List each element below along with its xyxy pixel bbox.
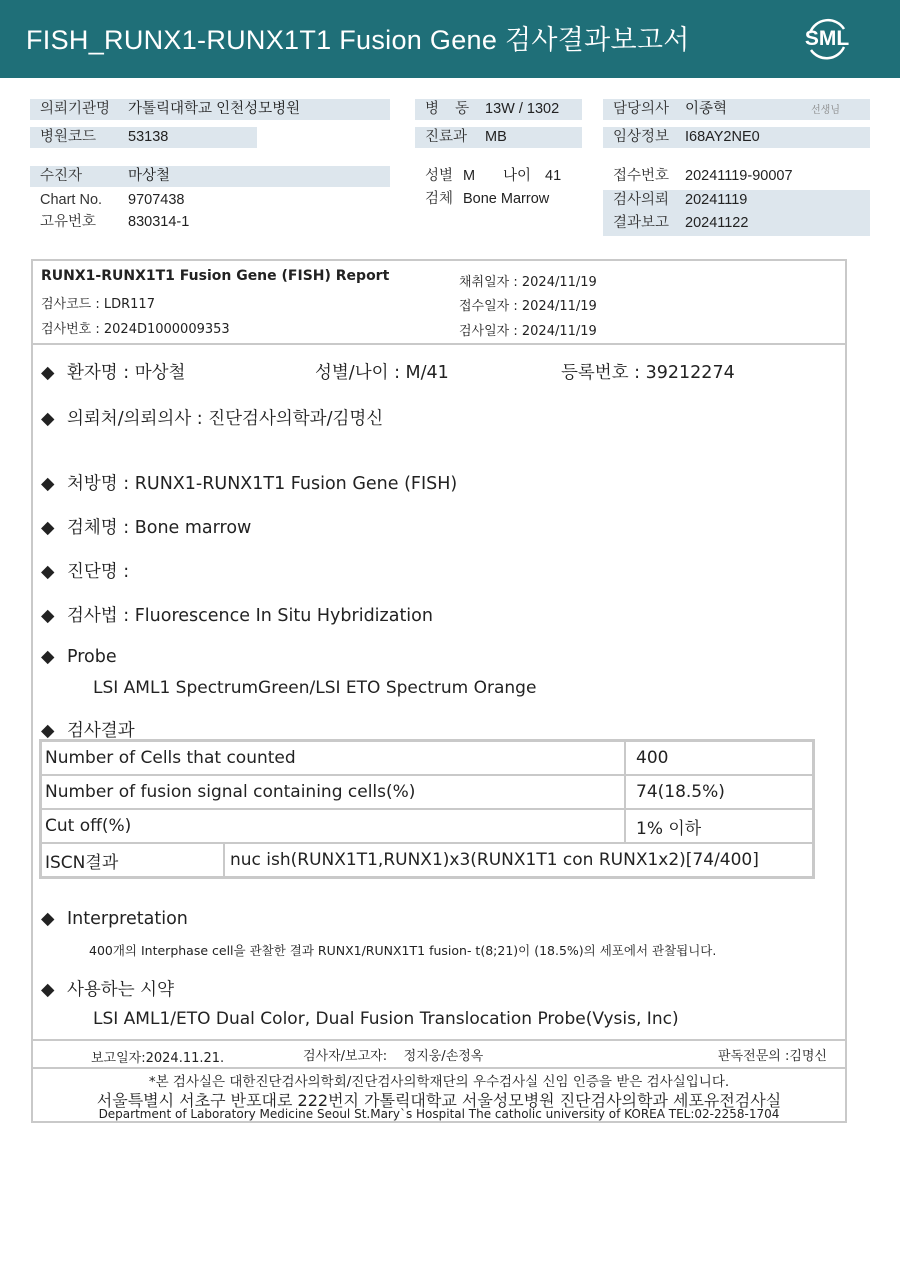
- report-body: [31, 259, 847, 1123]
- reagent-heading: [41, 976, 174, 1001]
- diamond-bullet-icon: ◆: [41, 721, 55, 741]
- order-line: [41, 470, 457, 495]
- department-label: 진료과: [425, 129, 468, 145]
- diamond-bullet-icon: ◆: [41, 518, 55, 538]
- patient-label: 수진자: [40, 168, 83, 184]
- lab-address: 서울특별시 서초구 반포대로 222번지 가톨릭대학교 서울성모병원 진단검사의학과 세포유전검사실: [96, 1091, 782, 1110]
- request-date-value: 20241119: [685, 192, 748, 208]
- clinical-field: [603, 127, 870, 148]
- ward-value: 13W / 1302: [485, 101, 560, 117]
- sex-age-field: [415, 166, 595, 187]
- requester-text: 의뢰처/의뢰의사 : 진단검사의학과/김명신: [67, 409, 384, 429]
- institution-value: 가톨릭대학교 인천성모병원: [128, 101, 301, 117]
- patient-value: 마상철: [128, 168, 171, 184]
- method-text: 검사법 : Fluorescence In Situ Hybridization: [67, 606, 433, 626]
- result-value: 400: [625, 741, 814, 776]
- diamond-bullet-icon: ◆: [41, 409, 55, 429]
- report-title: RUNX1-RUNX1T1 Fusion Gene (FISH) Report: [41, 268, 390, 284]
- interpretation-text: 400개의 Interphase cell을 관찰한 결과 RUNX1/RUNX1T1 fusion- t(8;21)이 (18.5%)의 세포에서 관찰됩니다.: [89, 943, 717, 958]
- table-row: [41, 741, 814, 776]
- unique-no-label: 고유번호: [40, 214, 97, 230]
- hospital-code-value: 53138: [128, 129, 169, 145]
- age-label: 나이: [503, 168, 532, 184]
- doctor-suffix: 선생님: [811, 105, 840, 116]
- reagent-text: LSI AML1/ETO Dual Color, Dual Fusion Translocation Probe(Vysis, Inc): [93, 1009, 679, 1029]
- test-number: 검사번호 : 2024D1000009353: [41, 322, 230, 337]
- hospital-code-label: 병원코드: [40, 129, 97, 145]
- specimen-text: 검체명 : Bone marrow: [67, 518, 252, 538]
- department-value: MB: [485, 129, 507, 145]
- specimen-value: Bone Marrow: [463, 191, 550, 207]
- clinical-value: I68AY2NE0: [685, 129, 760, 145]
- probe-heading: [41, 647, 117, 667]
- result-head-text: 검사결과: [67, 721, 135, 741]
- chart-no-field: [30, 190, 390, 211]
- patient-name: 환자명 : 마상철: [67, 363, 186, 383]
- department-field: [415, 127, 582, 148]
- report-header: [0, 0, 900, 78]
- doctor-label: 담당의사: [613, 101, 670, 117]
- patient-reg-no: 등록번호 : 39212274: [561, 363, 735, 383]
- age-value: 41: [545, 168, 562, 184]
- diamond-bullet-icon: ◆: [41, 562, 55, 582]
- reagent-head-text: 사용하는 시약: [67, 980, 174, 1000]
- receive-date: 접수일자 : 2024/11/19: [459, 299, 597, 314]
- request-date-label: 검사의뢰: [613, 192, 670, 208]
- specimen-label: 검체: [425, 191, 454, 207]
- interpretation-heading: [41, 909, 188, 929]
- patient-sex-age: 성별/나이 : M/41: [315, 363, 449, 383]
- table-row: [41, 775, 814, 809]
- order-text: 처방명 : RUNX1-RUNX1T1 Fusion Gene (FISH): [67, 474, 458, 494]
- table-row: [41, 843, 814, 878]
- header-title: FISH_RUNX1-RUNX1T1 Fusion Gene 검사결과보고서: [26, 25, 690, 55]
- result-value: 74(18.5%): [625, 775, 814, 809]
- diamond-bullet-icon: ◆: [41, 980, 55, 1000]
- receipt-no-field: [603, 166, 870, 187]
- hospital-code-field: [30, 127, 257, 148]
- lab-address-english: Department of Laboratory Medicine Seoul St.Mary`s Hospital The catholic university of KOREA TEL:02-2258-1704: [98, 1107, 780, 1121]
- iscn-label: ISCN결과: [41, 843, 225, 878]
- diagnosis-line: [41, 558, 129, 583]
- specimen-field: [415, 189, 595, 210]
- result-label: Cut off(%): [41, 809, 626, 843]
- doctor-value: 이종혁: [685, 101, 728, 117]
- diamond-bullet-icon: ◆: [41, 647, 55, 667]
- diamond-bullet-icon: ◆: [41, 474, 55, 494]
- sex-label: 성별: [425, 168, 454, 184]
- logo-text: SML: [804, 27, 850, 50]
- receipt-no-value: 20241119-90007: [685, 168, 793, 184]
- requester-line: [41, 405, 383, 430]
- report-date: 보고일자:2024.11.21.: [91, 1051, 225, 1066]
- clinical-label: 임상정보: [613, 129, 670, 145]
- sml-logo: [802, 15, 852, 63]
- patient-line: [41, 359, 831, 384]
- table-row: [41, 809, 814, 843]
- result-label: Number of Cells that counted: [41, 741, 626, 776]
- interp-head-text: Interpretation: [67, 909, 188, 929]
- diamond-bullet-icon: ◆: [41, 909, 55, 929]
- report-footer-signatures: [33, 1039, 845, 1069]
- ward-field: [415, 99, 582, 120]
- chart-no-value: 9707438: [128, 192, 185, 208]
- unique-no-value: 830314-1: [128, 214, 190, 230]
- test-code: 검사코드 : LDR117: [41, 297, 155, 312]
- ward-label: 병 동: [425, 101, 470, 117]
- method-line: [41, 602, 433, 627]
- diamond-bullet-icon: ◆: [41, 363, 55, 383]
- certification-note: *본 검사실은 대한진단검사의학회/진단검사의학재단의 우수검사실 신임 인증을 받은 검사실입니다.: [148, 1074, 730, 1090]
- report-date-value: 20241122: [685, 215, 749, 231]
- chart-no-label: Chart No.: [40, 192, 103, 208]
- unique-no-field: [30, 212, 390, 233]
- inspector: 검사자/보고자: 정지웅/손정옥: [303, 1049, 484, 1064]
- institution-label: 의뢰기관명: [40, 101, 111, 117]
- doctor-field: [603, 99, 870, 120]
- diagnosis-text: 진단명 :: [67, 562, 130, 582]
- test-date: 검사일자 : 2024/11/19: [459, 324, 597, 339]
- sex-value: M: [463, 168, 476, 184]
- result-table: [39, 739, 815, 879]
- receipt-no-label: 접수번호: [613, 168, 670, 184]
- result-label: Number of fusion signal containing cells(%): [41, 775, 626, 809]
- report-date-label: 결과보고: [613, 215, 670, 231]
- patient-field: [30, 166, 390, 187]
- request-report-field: [603, 190, 870, 236]
- collect-date: 채취일자 : 2024/11/19: [459, 275, 597, 290]
- probe-text: LSI AML1 SpectrumGreen/LSI ETO Spectrum Orange: [93, 678, 537, 698]
- judging-physician: 판독전문의 :김명신: [718, 1049, 827, 1064]
- iscn-value: nuc ish(RUNX1T1,RUNX1)x3(RUNX1T1 con RUNX1x2)[74/400]: [224, 843, 814, 878]
- report-meta: [33, 261, 845, 345]
- diamond-bullet-icon: ◆: [41, 606, 55, 626]
- institution-field: [30, 99, 390, 120]
- specimen-line: [41, 514, 251, 539]
- result-value: 1% 이하: [625, 809, 814, 843]
- probe-head-text: Probe: [67, 647, 117, 667]
